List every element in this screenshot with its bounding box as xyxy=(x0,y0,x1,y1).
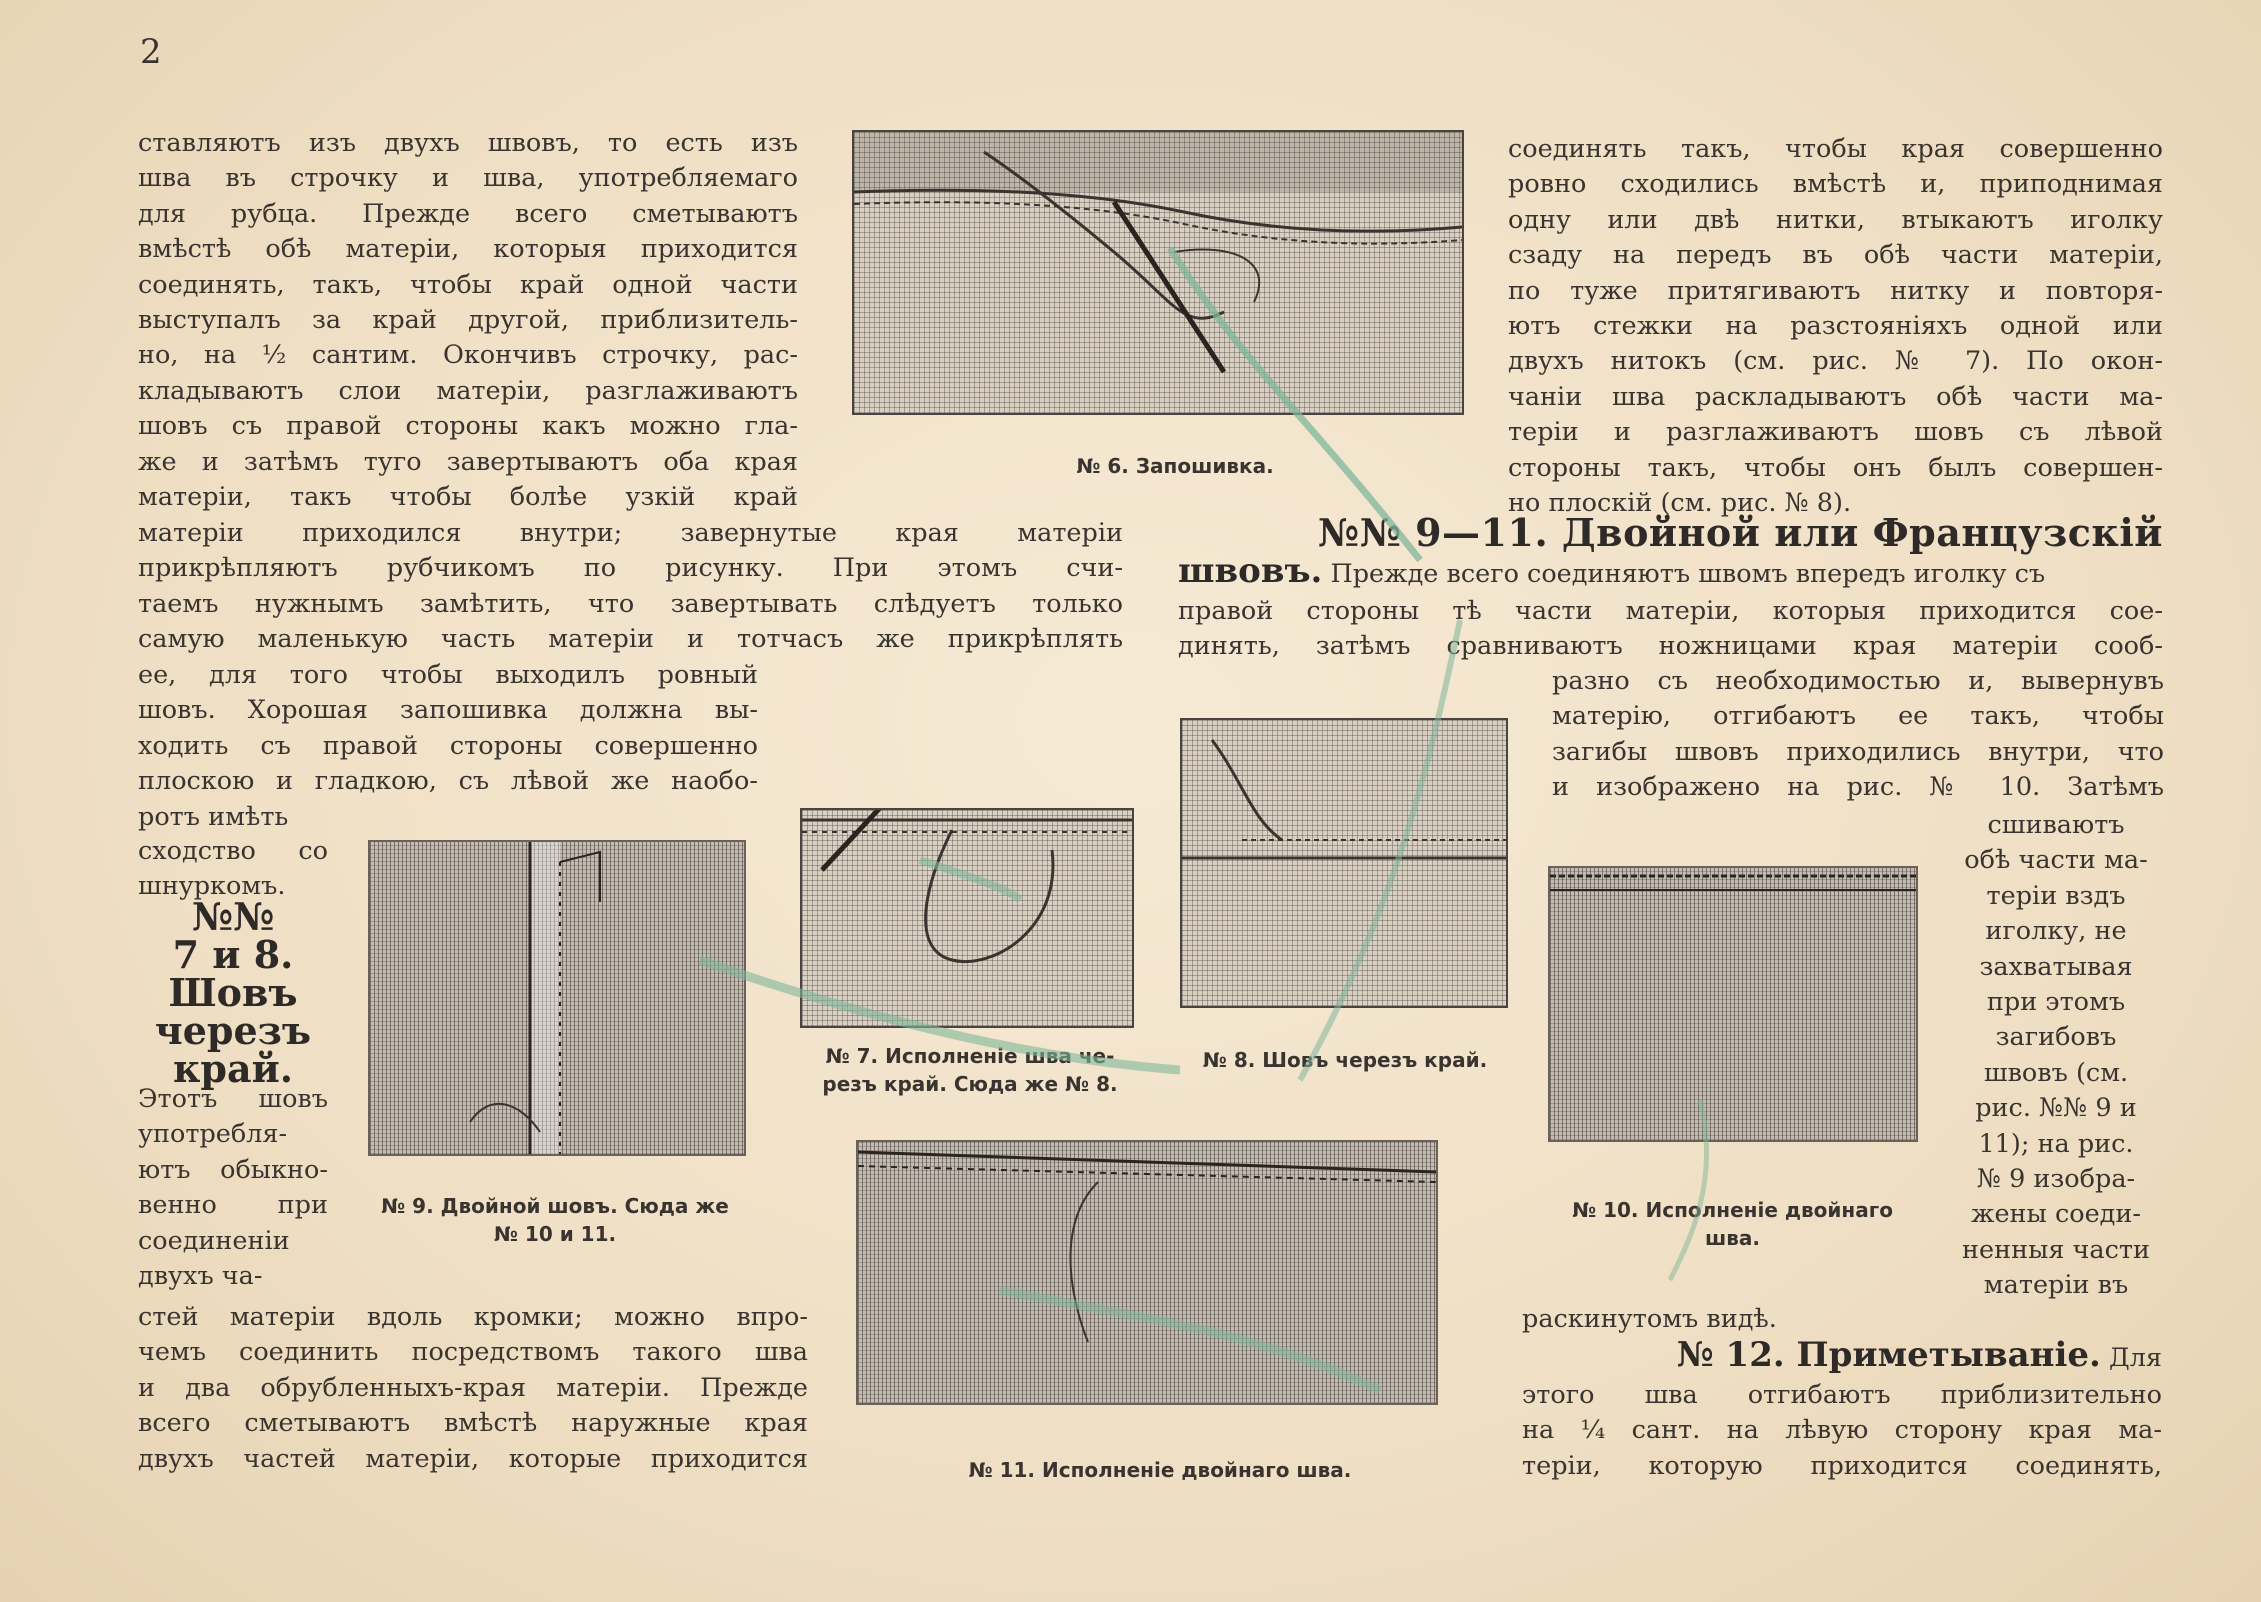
page-number: 2 xyxy=(140,32,162,72)
figure-6-drawing xyxy=(854,132,1462,413)
text-line: иголку, не xyxy=(1985,916,2127,947)
figure-8-drawing xyxy=(1182,720,1506,1006)
col3-top-text xyxy=(1508,132,2163,521)
text-line: матеріи приходился внутри; завернутые края матеріи xyxy=(138,518,1123,548)
text-line: и два обрубленныхъ-края матеріи. Прежде xyxy=(138,1372,808,1403)
text-line: шва въ строчку и шва, употребляемаго xyxy=(138,163,798,194)
heading-line: Шовъ xyxy=(168,970,298,1015)
col3-mid-text xyxy=(1552,664,2164,806)
figure-10-drawing xyxy=(1550,868,1916,1140)
heading-tacking-paragraph xyxy=(1522,1335,2162,1376)
text-line: таемъ нужнымъ замѣтить, что завертывать слѣдуетъ только xyxy=(138,588,1123,619)
wide-paragraph xyxy=(138,516,1123,658)
text-line: соединять, такъ, чтобы край одной части xyxy=(138,269,798,300)
text-line: кладываютъ слои матеріи, разглаживаютъ xyxy=(138,375,798,406)
text-line: шовъ съ правой стороны какъ можно гла- xyxy=(138,411,798,442)
text-line: разно съ необходимостью и, вывернувъ xyxy=(1552,666,2164,696)
caption-figure-11: № 11. Исполненіе двойнаго шва. xyxy=(968,1458,1352,1482)
caption-figure-9-line1: № 9. Двойной шовъ. Сюда же xyxy=(381,1194,729,1218)
text-line: матеріи въ xyxy=(1983,1270,2129,1301)
text-line: сшиваютъ xyxy=(1987,810,2125,840)
text-line: Этотъ шовъ xyxy=(138,1084,328,1114)
text-line: матерію, отгибаютъ ее такъ, чтобы xyxy=(1552,701,2164,732)
caption-figure-9-line2: № 10 и 11. xyxy=(493,1222,617,1246)
text-line: ее, для того чтобы выходилъ ровный xyxy=(138,660,758,690)
col1-side-text xyxy=(138,1082,328,1294)
heading-line: №№ xyxy=(191,894,275,939)
text-line: загибовъ xyxy=(1995,1022,2117,1053)
col3-wide-text xyxy=(1178,594,2163,665)
figure-11-double-seam-execution xyxy=(856,1140,1438,1405)
col3-after-text: раскинутомъ видѣ. xyxy=(1522,1304,1777,1334)
caption-figure-6: № 6. Запошивка. xyxy=(1076,454,1274,478)
text-line: ходить съ правой стороны совершенно xyxy=(138,730,758,761)
heading-line: край. xyxy=(172,1046,294,1091)
text-line: вмѣстѣ обѣ матеріи, которыя приходится xyxy=(138,234,798,265)
text-line: шнуркомъ. xyxy=(138,871,286,902)
text-line: правой стороны тѣ части матеріи, которыя приходится сое- xyxy=(1178,596,2163,626)
text-line: стей матеріи вдоль кромки; можно впро- xyxy=(138,1302,808,1332)
heading-line: 7 и 8. xyxy=(172,932,294,977)
heading-double-seam-rest: Прежде всего соединяютъ швомъ впередъ иголку съ xyxy=(1322,559,2046,589)
text-line: динять, затѣмъ сравниваютъ ножницами края матеріи сооб- xyxy=(1178,631,2163,662)
text-line: этого шва отгибаютъ приблизительно xyxy=(1522,1380,2162,1410)
caption-figure-7-line2: резъ край. Сюда же № 8. xyxy=(822,1072,1118,1096)
text-line: соединять такъ, чтобы края совершенно xyxy=(1508,134,2163,164)
caption-figure-7-line1: № 7. Исполненіе шва че- xyxy=(825,1044,1115,1068)
text-line: ненныя части xyxy=(1961,1234,2150,1265)
figure-11-drawing xyxy=(858,1142,1436,1403)
text-line: на ¼ сант. на лѣвую сторону края ма- xyxy=(1522,1415,2162,1446)
caption-figure-10-line2: шва. xyxy=(1705,1226,1760,1250)
text-line: швовъ (см. xyxy=(1983,1057,2129,1088)
text-line: стороны такъ, чтобы онъ былъ совершен- xyxy=(1508,452,2163,483)
col1-bottom-text xyxy=(138,1300,808,1477)
text-line: сзаду на передъ въ обѣ части матеріи, xyxy=(1508,240,2163,271)
text-line: двухъ нитокъ (см. рис. № 7). По окон- xyxy=(1508,346,2163,377)
text-line: венно при xyxy=(138,1190,328,1221)
text-line: ютъ обыкно- xyxy=(138,1154,328,1185)
text-line: двухъ ча- xyxy=(138,1261,263,1292)
caption-figure-10 xyxy=(1540,1196,1925,1252)
figure-8-seam-over-edge xyxy=(1180,718,1508,1008)
figure-9-drawing xyxy=(370,842,744,1154)
col1-top-text xyxy=(138,126,798,515)
col1-mid-text xyxy=(138,658,758,835)
text-line: плоскою и гладкою, съ лѣвой же наобо- xyxy=(138,766,758,797)
heading-double-seam-word: швовъ. xyxy=(1178,551,1323,591)
text-line: прикрѣпляютъ рубчикомъ по рисунку. При этомъ счи- xyxy=(138,553,1123,584)
text-line: захватывая xyxy=(1979,951,2133,982)
caption-figure-10-line1: № 10. Исполненіе двойнаго xyxy=(1572,1198,1893,1222)
heading-stitch-over-edge xyxy=(138,894,328,1091)
text-line: но, на ½ сантим. Окончивъ строчку, рас- xyxy=(138,340,798,371)
text-line: ставляютъ изъ двухъ швовъ, то есть изъ xyxy=(138,128,798,158)
heading-tacking-rest: Для xyxy=(2100,1343,2162,1373)
text-line: теріи вздъ xyxy=(1986,880,2126,911)
text-line: чаніи шва раскладываютъ обѣ части ма- xyxy=(1508,381,2163,412)
text-line: 11); на рис. xyxy=(1978,1128,2134,1159)
figure-9-double-seam xyxy=(368,840,746,1156)
text-line: ротъ имѣть xyxy=(138,801,289,832)
text-line: № 9 изобра- xyxy=(1976,1164,2136,1195)
col3-bottom-text xyxy=(1522,1378,2162,1484)
figure-7-over-edge xyxy=(800,808,1134,1028)
text-line: употребля- xyxy=(138,1119,288,1150)
text-line: выступалъ за край другой, приблизитель- xyxy=(138,305,798,336)
heading-double-seam xyxy=(1178,512,2163,592)
text-line: для рубца. Прежде всего сметываютъ xyxy=(138,198,798,229)
text-line: загибы швовъ приходились внутри, что xyxy=(1552,736,2164,767)
text-line: самую маленькую часть матеріи и тотчасъ же прикрѣплять xyxy=(138,624,1123,655)
col3-narrow-text xyxy=(1950,808,2162,1304)
figure-10-double-seam-execution xyxy=(1548,866,1918,1142)
text-line: по туже притягиваютъ нитку и повторя- xyxy=(1508,275,2163,306)
text-line: одну или двѣ нитки, втыкаютъ иголку xyxy=(1508,204,2163,235)
figure-7-drawing xyxy=(802,810,1132,1026)
text-line: ровно сходились вмѣстѣ и, приподнимая xyxy=(1508,169,2163,200)
text-line: и изображено на рис. № 10. Затѣмъ xyxy=(1552,772,2164,803)
caption-figure-8: № 8. Шовъ черезъ край. xyxy=(1202,1048,1488,1072)
text-line: всего сметываютъ вмѣстѣ наружные края xyxy=(138,1408,808,1439)
heading-double-seam-title: №№ 9—11. Двойной или Французскій xyxy=(1317,510,2163,555)
caption-figure-7 xyxy=(790,1042,1150,1098)
text-line: при этомъ xyxy=(1986,987,2126,1018)
text-line: теріи и разглаживаютъ шовъ съ лѣвой xyxy=(1508,417,2163,448)
heading-line: черезъ xyxy=(154,1008,312,1053)
text-line: же и затѣмъ туго завертываютъ оба края xyxy=(138,446,798,477)
text-line: теріи, которую приходится соединять, xyxy=(1522,1450,2162,1481)
text-line: но плоскій (см. рис. № 8). xyxy=(1508,488,1852,519)
text-line: ютъ стежки на разстояніяхъ одной или xyxy=(1508,311,2163,342)
text-line: жены соеди- xyxy=(1971,1199,2141,1230)
heading-double-seam-body xyxy=(1178,551,2163,592)
text-line: рис. №№ 9 и xyxy=(1975,1093,2137,1124)
text-line: обѣ части ма- xyxy=(1964,845,2148,876)
text-line: чемъ соединить посредствомъ такого шва xyxy=(138,1337,808,1368)
caption-figure-9 xyxy=(350,1192,760,1248)
text-line: сходство со xyxy=(138,836,328,866)
heading-tacking: № 12. Приметываніе. xyxy=(1676,1335,2101,1375)
text-line: шовъ. Хорошая запошивка должна вы- xyxy=(138,695,758,726)
text-line: матеріи, такъ чтобы болѣе узкій край xyxy=(138,482,798,513)
text-line: соединеніи xyxy=(138,1225,290,1256)
text-line: двухъ частей матеріи, которые приходится xyxy=(138,1443,808,1474)
figure-6-felled-seam xyxy=(852,130,1464,415)
